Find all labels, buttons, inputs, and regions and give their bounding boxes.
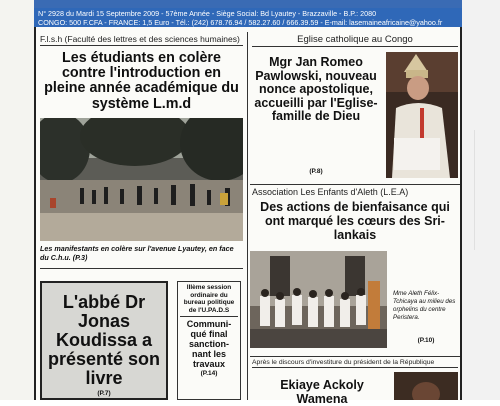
info-bar <box>34 8 462 27</box>
lea-photo <box>250 251 387 348</box>
divider-left <box>40 268 243 269</box>
abbe-ref: (P.7) <box>97 390 111 397</box>
info-line-1: N° 2928 du Mardi 15 Septembre 2009 - 57ème Année - Siège Social: Bd Lyautey - Brazzaville - B.P.: 2080 <box>38 9 377 18</box>
nonce-rubric: Eglise catholique au Congo <box>252 34 458 47</box>
upads-rule <box>180 316 238 317</box>
lea-caption: Mme Aleth Félix-Tchicaya au milieu des orphelins du centre Peristera. <box>393 290 456 321</box>
lea-ref: (P.10) <box>417 337 435 344</box>
left-margin <box>0 0 34 400</box>
upads-ref: (P.14) <box>200 370 218 378</box>
investiture-photo <box>394 372 458 400</box>
upads-headline: Communi-qué final sanction-nant les travaux <box>186 319 232 370</box>
students-photo <box>40 118 243 241</box>
students-article <box>40 34 243 112</box>
page-fold <box>474 130 497 250</box>
abbe-headline: L'abbé Dr Jonas Koudissa a présenté son livre <box>47 292 161 388</box>
nonce-ref: (P.8) <box>309 168 323 175</box>
upads-kicker: IIIème session ordinaire du bureau politique de l'U.PA.D.S <box>183 284 235 314</box>
nonce-headline: Mgr Jan Romeo Pawlowski, nouveau nonce apostolique, accueilli par l'Eglise-famille de Dieu <box>254 55 378 124</box>
students-headline: Les étudiants en colère contre l'introduction en pleine année académique du système L.m.d <box>44 50 239 112</box>
lea-rubric: Association Les Enfants d'Aleth (L.E.A) <box>252 187 409 197</box>
lea-headline: Des actions de bienfaisance qui ont marqué les cœurs des Sri-lankais <box>260 200 450 242</box>
column-separator <box>247 32 248 400</box>
nonce-article <box>252 34 458 47</box>
students-caption: Les manifestants en colère sur l'avenue Lyautey, en face du C.h.u. (P.3) <box>40 244 234 262</box>
abbe-box <box>40 281 168 400</box>
investiture-article <box>252 359 458 368</box>
divider-right-2 <box>250 356 460 357</box>
investiture-headline: Ekiaye Ackoly Wamena <box>280 378 364 406</box>
nonce-photo <box>386 52 458 178</box>
investiture-photo-image <box>394 372 458 400</box>
upads-box <box>177 281 241 400</box>
lea-photo-image <box>250 251 387 348</box>
lea-article <box>252 187 458 242</box>
investiture-rubric: Après le discours d'investiture du président de la République <box>252 359 458 368</box>
divider-right-1 <box>250 184 460 185</box>
students-rubric: F.l.s.h (Faculté des lettres et des sciences humaines) <box>40 34 243 46</box>
nonce-photo-image <box>386 52 458 178</box>
students-photo-image <box>40 118 243 241</box>
right-margin <box>462 0 500 400</box>
info-line-2: CONGO: 500 F.CFA - FRANCE: 1,5 Euro - Tél.: (242) 678.76.94 / 582.27.60 / 666.39.59 - E-mail: lasemaineafricaine@yahoo.fr <box>38 18 443 27</box>
